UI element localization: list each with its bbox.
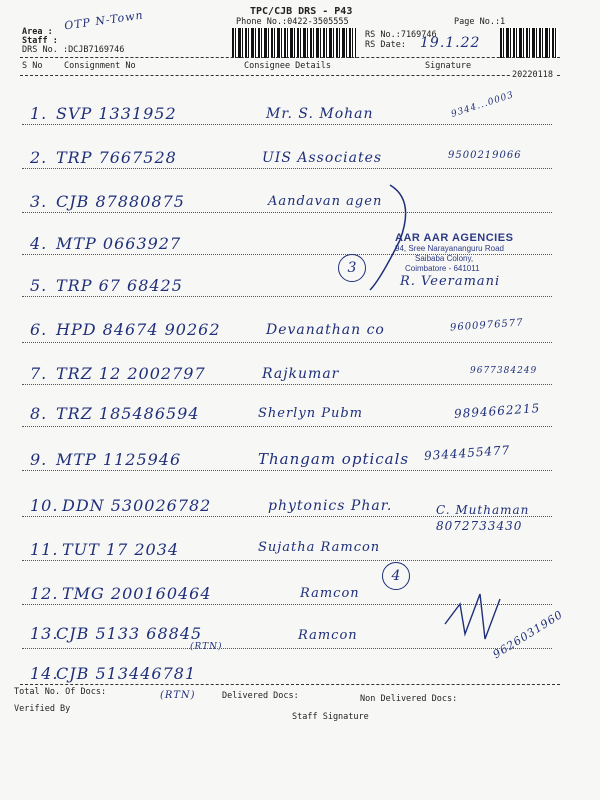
signature: 9677384249: [470, 366, 538, 376]
signature: 9600976577: [449, 317, 524, 334]
area-label: Area :: [22, 27, 53, 37]
consignment-no: SVP 1331952: [56, 104, 177, 123]
consignment-no: MTP 1125946: [56, 450, 182, 469]
col-consignee: Consignee Details: [244, 61, 331, 71]
row-rule: [22, 124, 552, 125]
barcode-right: [500, 28, 558, 58]
footer-divider: [20, 684, 560, 685]
signature: 9344455477: [423, 443, 511, 463]
consignment-no: TRZ 12 2002797: [56, 364, 206, 383]
brace-mark: [360, 180, 420, 300]
consignee: Devanathan co: [266, 322, 385, 338]
phone-number: Phone No.:0422-3505555: [236, 17, 349, 27]
signature: 9344...0003: [450, 90, 516, 120]
circle-mark: 4: [382, 562, 410, 590]
row-number: 1.: [30, 104, 48, 123]
consignment-no: MTP 0663927: [56, 234, 182, 253]
page-title: TPC/CJB DRS - P43: [250, 6, 353, 17]
rs-date-value: 19.1.22: [420, 35, 481, 51]
consignment-no: DDN 530026782: [62, 496, 212, 515]
consignee: Ramcon: [298, 628, 358, 643]
row-number: 3.: [30, 192, 48, 211]
consignment-no: CJB 513446781: [56, 664, 197, 683]
signature: 9626031960: [490, 607, 566, 662]
signature: C. Muthaman 8072733430: [436, 503, 530, 533]
consignee: phytonics Phar.: [268, 498, 393, 514]
row-number: 9.: [30, 450, 48, 469]
row-number: 6.: [30, 320, 48, 339]
stamp-line3: Coimbatore - 641011: [405, 264, 480, 273]
handwritten-signature-mark: [440, 584, 540, 654]
consignee: Ramcon: [300, 586, 360, 601]
row-number: 11.: [30, 540, 59, 559]
col-sno: S No: [22, 61, 43, 71]
area-value: OTP N-Town: [63, 8, 145, 33]
drs-no-label: DRS No. :: [22, 45, 69, 55]
consignment-no: CJB 5133 68845: [56, 624, 203, 643]
row-rule: [22, 168, 552, 169]
signature: 9894662215: [453, 401, 541, 421]
rs-date-label: RS Date:: [365, 40, 406, 50]
consignee: Aandavan agen: [268, 194, 383, 209]
rtn-mark: (RTN): [160, 690, 196, 701]
non-delivered-docs: Non Delivered Docs:: [360, 694, 458, 704]
row-number: 12.: [30, 584, 59, 603]
consignment-no: TMG 200160464: [62, 584, 212, 603]
row-rule: [22, 384, 552, 385]
staff-label: Staff :: [22, 36, 58, 46]
row-number: 2.: [30, 148, 48, 167]
row-rule: [22, 560, 552, 561]
column-divider: [20, 75, 560, 76]
consignment-no: TUT 17 2034: [62, 540, 180, 559]
row-number: 13.: [30, 624, 59, 643]
stamp-line1: 94, Sree Narayananguru Road: [395, 244, 504, 253]
row-number: 5.: [30, 276, 48, 295]
row-number: 4.: [30, 234, 48, 253]
consignee: Mr. S. Mohan: [266, 106, 374, 122]
row-rule: [22, 426, 552, 427]
col-signature: Signature: [425, 61, 472, 71]
consignment-no: TRP 7667528: [56, 148, 177, 167]
staff-signature: Staff Signature: [292, 712, 369, 722]
signature: R. Veeramani: [400, 274, 501, 289]
col-consignment: Consignment No: [64, 61, 136, 71]
row-rule: [22, 296, 552, 297]
consignment-no: TRP 67 68425: [56, 276, 183, 295]
verified-by: Verified By: [14, 704, 71, 714]
total-docs: Total No. Of Docs:: [14, 687, 107, 697]
row-rule: [22, 342, 552, 343]
rtn-mark: (RTN): [190, 642, 223, 652]
consignee: Sherlyn Pubm: [258, 406, 363, 421]
row-number: 7.: [30, 364, 48, 383]
row-number: 8.: [30, 404, 48, 423]
row-rule: [22, 470, 552, 471]
stamp-name: AAR AAR AGENCIES: [395, 232, 514, 244]
signature: 9500219066: [448, 150, 522, 161]
consignee: Rajkumar: [262, 366, 340, 382]
delivered-docs: Delivered Docs:: [222, 691, 299, 701]
row-rule: [22, 212, 552, 213]
drs-no-value: DCJB7169746: [68, 45, 125, 55]
batch-id: 20220118: [512, 70, 553, 80]
barcode-left: [232, 28, 356, 58]
consignment-no: CJB 87880875: [56, 192, 185, 211]
consignment-no: HPD 84674 90262: [56, 320, 221, 339]
header-divider: [20, 57, 560, 58]
page-number: Page No.:1: [454, 17, 506, 27]
row-number: 14.: [30, 664, 59, 683]
consignee: Sujatha Ramcon: [258, 540, 381, 555]
circle-mark: 3: [338, 254, 366, 282]
consignment-no: TRZ 185486594: [56, 404, 200, 423]
drs-no: [22, 45, 124, 55]
rs-no: RS No.:7169746: [365, 30, 437, 40]
consignee: Thangam opticals: [258, 450, 410, 468]
row-number: 10.: [30, 496, 59, 515]
consignee: UIS Associates: [262, 150, 383, 166]
row-rule: [22, 516, 552, 517]
stamp-line2: Saibaba Colony,: [415, 254, 474, 263]
